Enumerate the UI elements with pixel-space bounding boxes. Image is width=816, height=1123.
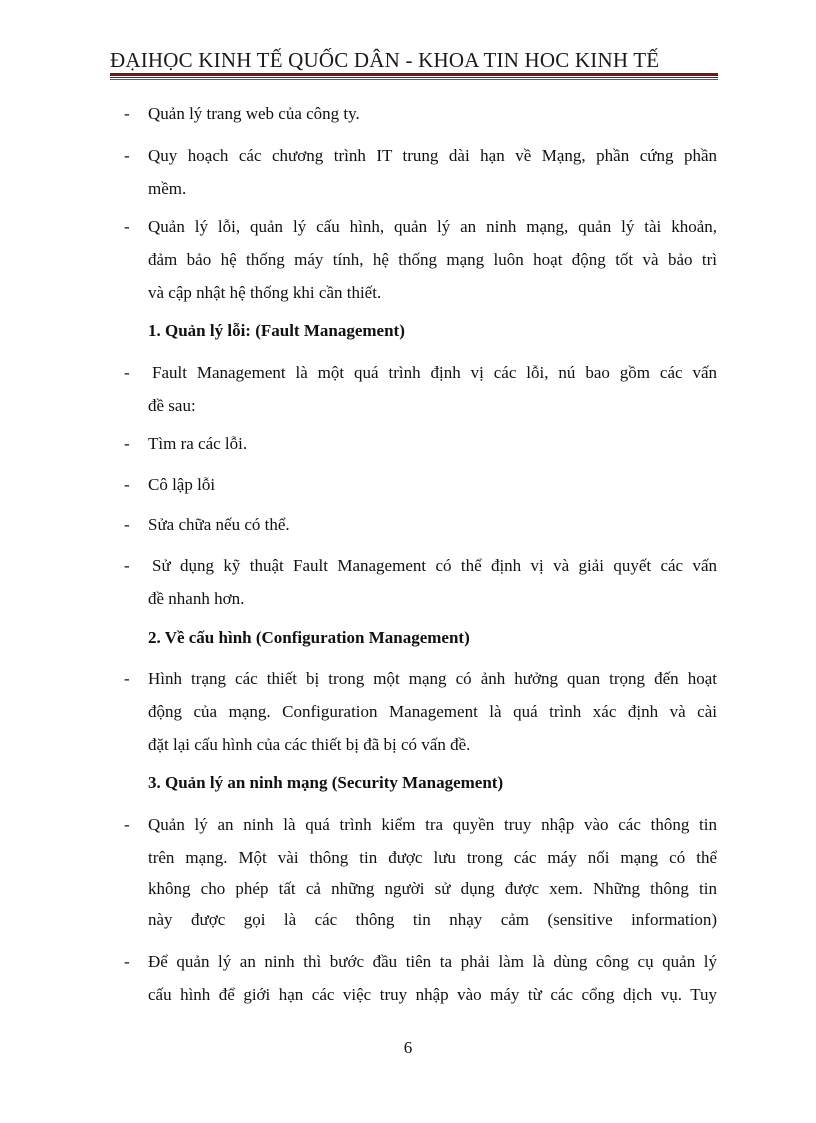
bullet-line: đề sau:	[148, 396, 196, 415]
bullet-line: này được gọi là các thông tin nhạy cảm (sensitive information)	[148, 910, 717, 929]
section-heading-security-management: 3. Quản lý an ninh mạng (Security Management)	[148, 773, 504, 792]
bullet-dash: -	[124, 363, 130, 382]
bullet-line: cấu hình để giới hạn các việc truy nhập vào máy từ các cổng dịch vụ. Tuy	[148, 985, 717, 1004]
bullet-dash: -	[124, 515, 130, 534]
bullet-dash: -	[124, 146, 130, 165]
bullet-line: Quy hoạch các chương trình IT trung dài hạn về Mạng, phần cứng phần	[148, 146, 717, 165]
bullet-line: đề nhanh hơn.	[148, 589, 245, 608]
bullet-dash: -	[124, 475, 130, 494]
bullet-dash: -	[124, 815, 130, 834]
bullet-line: và cập nhật hệ thống khi cần thiết.	[148, 283, 382, 302]
bullet-dash: -	[124, 104, 130, 123]
section-heading-configuration-management: 2. Về cấu hình (Configuration Management)	[148, 628, 470, 647]
bullet-dash: -	[124, 669, 130, 688]
section-heading-fault-management: 1. Quản lý lỗi: (Fault Management)	[148, 321, 405, 340]
page-header-title: ĐẠIHỌC KINH TẾ QUỐC DÂN - KHOA TIN HOC KINH TẾ	[110, 48, 660, 72]
bullet-dash: -	[124, 952, 130, 971]
bullet-line: Fault Management là một quá trình định vị các lỗi, nú bao gồm các vấn	[152, 363, 717, 382]
bullet-line: Hình trạng các thiết bị trong một mạng có ảnh hưởng quan trọng đến hoạt	[148, 669, 717, 688]
bullet-line: không cho phép tất cả những người sử dụng được xem. Những thông tin	[148, 879, 717, 898]
bullet-line: đảm bảo hệ thống máy tính, hệ thống mạng luôn hoạt động tốt và bảo trì	[148, 250, 717, 269]
bullet-line: Tìm ra các lỗi.	[148, 434, 248, 453]
bullet-dash: -	[124, 434, 130, 453]
bullet-dash: -	[124, 556, 130, 575]
bullet-line: Để quản lý an ninh thì bước đầu tiên ta phải làm là dùng công cụ quản lý	[148, 952, 717, 971]
bullet-line: Quản lý lỗi, quản lý cấu hình, quản lý an ninh mạng, quản lý tài khoản,	[148, 217, 717, 236]
bullet-line: mềm.	[148, 179, 187, 198]
bullet-dash: -	[124, 217, 130, 236]
bullet-line: Quản lý trang web của công ty.	[148, 104, 360, 123]
bullet-line: đặt lại cấu hình của các thiết bị đã bị có vấn đề.	[148, 735, 471, 754]
bullet-line: động của mạng. Configuration Management là quá trình xác định và cài	[148, 702, 717, 721]
bullet-line: Sử dụng kỹ thuật Fault Management có thể định vị và giải quyết các vấn	[152, 556, 717, 575]
bullet-line: trên mạng. Một vài thông tin được lưu trong các máy nối mạng có thể	[148, 848, 717, 867]
page-number: 6	[403, 1038, 413, 1057]
bullet-line: Quản lý an ninh là quá trình kiểm tra quyền truy nhập vào các thông tin	[148, 815, 717, 834]
bullet-line: Sửa chữa nếu có thể.	[148, 515, 290, 534]
bullet-line: Cô lập lỗi	[148, 475, 216, 494]
